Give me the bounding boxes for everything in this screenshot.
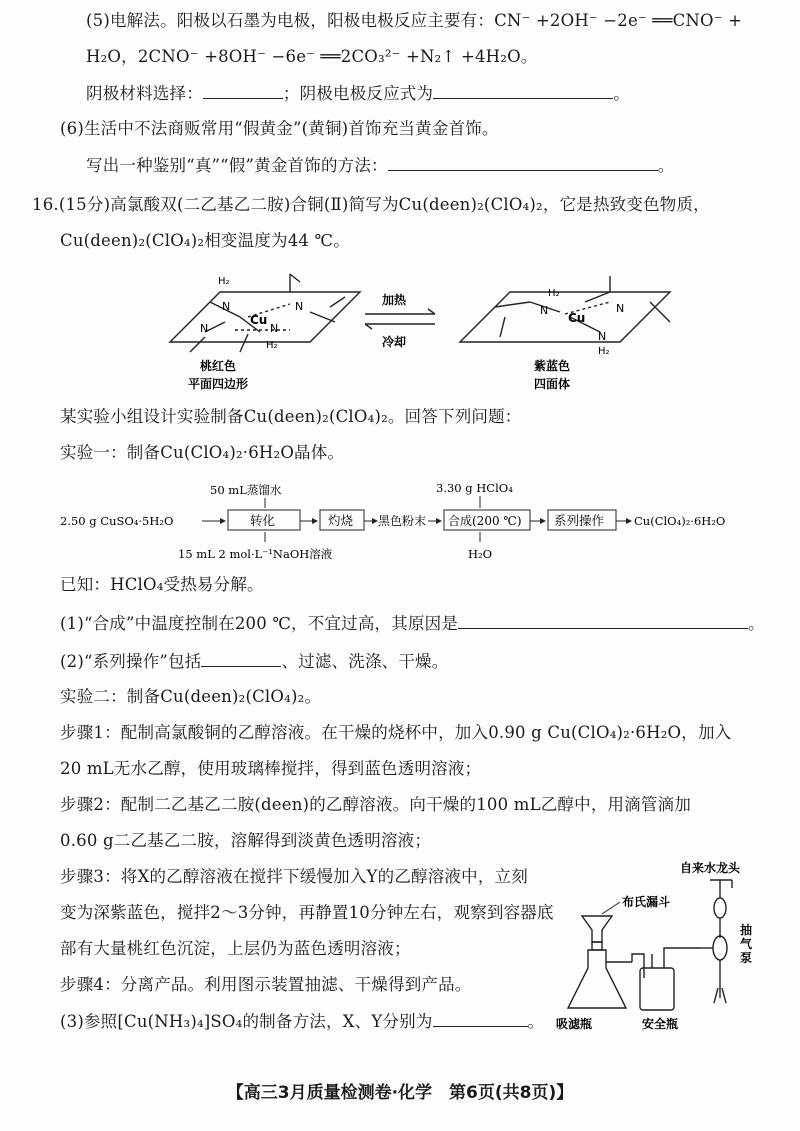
flow-step-synth-label: 合成(200 ℃) <box>448 514 522 528</box>
flow-step-burn-label: 灼烧 <box>328 513 354 528</box>
right-h2-label: H₂ <box>548 288 560 299</box>
flow-step-series-label: 系列操作 <box>554 513 605 528</box>
structure-figure <box>130 262 690 406</box>
q1-answer-blank[interactable] <box>458 612 748 629</box>
q1-line <box>60 612 765 635</box>
q1-period: 。 <box>748 614 765 633</box>
flow-step-convert-label: 转化 <box>250 513 276 528</box>
q16-line1: 16.(15分)高氯酸双(二乙基乙二胺)合铜(Ⅱ)简写为Cu(deen)₂(ClO₄)₂，它是热致变色物质， <box>32 195 710 214</box>
q6-method-blank[interactable] <box>388 154 658 171</box>
flow-end: Cu(ClO₄)₂·6H₂O <box>634 514 726 528</box>
q5-line1: (5)电解法。阳极以石墨为电极，阳极电极反应主要有：CN⁻ +2OH⁻ −2e⁻ ══CNO⁻ + <box>86 11 743 30</box>
flow-arrowhead-6 <box>626 518 632 524</box>
left-h2-bottom: H₂ <box>266 340 278 351</box>
tetrahedral-complex <box>460 276 670 342</box>
exp1-title: 实验一：制备Cu(ClO₄)₂·6H₂O晶体。 <box>60 443 345 462</box>
step2-line1: 步骤2：配制二乙基乙二胺(deen)的乙醇溶液。向干燥的100 mL乙醇中，用滴管滴加 <box>60 795 692 814</box>
q16-line2: Cu(deen)₂(ClO₄)₂相变温度为44 ℃。 <box>60 231 350 250</box>
pump-label-char: 泵 <box>740 951 753 965</box>
flow-start: 2.50 g CuSO₄·5H₂O <box>60 514 174 528</box>
q2-answer-blank[interactable] <box>201 650 281 667</box>
q6-period: 。 <box>657 156 675 175</box>
q5-cathode-material-label: 阴极材料选择： <box>86 84 203 103</box>
pump-label-char: 抽 <box>740 923 753 937</box>
right-cu-label: Cu <box>568 311 586 325</box>
q6-line1: (6)生活中不法商贩常用“假黄金”(黄铜)首饰充当黄金首饰。 <box>60 119 499 138</box>
q3-line <box>60 1010 544 1033</box>
step4-line: 步骤4：分离产品。利用图示装置抽滤、干燥得到产品。 <box>60 975 472 994</box>
funnel-and-flask <box>568 916 632 1008</box>
flow-svg <box>60 478 760 568</box>
step2-line2: 0.60 g二乙基乙二胺，溶解得到淡黄色透明溶液； <box>60 831 432 850</box>
right-color-label: 紫蓝色 <box>534 359 571 373</box>
flow-hclo4: 3.30 g HClO₄ <box>436 481 513 495</box>
flow-naoh: 15 mL 2 mol·L⁻¹NaOH溶液 <box>178 547 333 561</box>
q3-answer-blank[interactable] <box>433 1010 528 1027</box>
pump-label-char: 气 <box>740 937 753 951</box>
exp1-flow-diagram <box>60 478 760 568</box>
q6-method-label: 写出一种鉴别“真”“假”黄金首饰的方法： <box>86 156 388 175</box>
q5-cathode-reaction-blank[interactable] <box>433 82 613 99</box>
q5-period: 。 <box>613 84 630 103</box>
left-cu-label: Cu <box>250 313 268 327</box>
reverse-arrowhead <box>365 324 372 329</box>
funnel-label: 布氏漏斗 <box>622 895 671 909</box>
q5-cathode-material-blank[interactable] <box>203 82 283 99</box>
exp-intro: 某实验小组设计实验制备Cu(deen)₂(ClO₄)₂。回答下列问题： <box>60 407 522 426</box>
q1-text: (1)“合成”中温度控制在200 ℃，不宜过高，其原因是 <box>60 614 459 633</box>
forward-arrowhead <box>428 309 435 314</box>
right-n-far: N <box>616 302 625 315</box>
q5-line3 <box>86 82 630 105</box>
flow-arrowhead-5 <box>540 518 546 524</box>
aspirator-pump <box>700 880 732 1003</box>
q2-text: (2)“系列操作”包括 <box>60 652 202 671</box>
tap-label: 自来水龙头 <box>680 861 741 875</box>
left-color-label: 桃红色 <box>200 359 237 373</box>
safety-bottle <box>632 948 700 1010</box>
q2-line <box>60 650 448 673</box>
flow-h2o: H₂O <box>468 547 493 561</box>
q2-tail: 、过滤、洗涤、干燥。 <box>281 652 449 671</box>
step1-line2: 20 mL无水乙醇，使用玻璃棒搅拌，得到蓝色透明溶液； <box>60 759 482 778</box>
left-n-left: N <box>200 322 209 335</box>
structure-svg <box>130 262 690 402</box>
exp1-known: 已知：HClO₄受热易分解。 <box>60 575 264 594</box>
step3-line1: 步骤3：将X的乙醇溶液在搅拌下缓慢加入Y的乙醇溶液中，立刻 <box>60 867 528 886</box>
q5-cathode-reaction-label: ；阴极电极反应式为 <box>282 84 434 103</box>
flow-mid: 黑色粉末 <box>378 514 427 528</box>
flow-water: 50 mL蒸馏水 <box>210 483 282 497</box>
flow-arrowhead-1 <box>220 518 226 524</box>
q5-line2: H₂O，2CNO⁻ +8OH⁻ −6e⁻ ══2CO₃²⁻ +N₂↑ +4H₂O。 <box>86 47 538 66</box>
flow-arrowhead-4 <box>436 518 442 524</box>
step3-line2: 变为深紫蓝色，搅拌2～3分钟，再静置10分钟左右，观察到容器底 <box>60 903 554 922</box>
cool-label: 冷却 <box>382 335 407 349</box>
right-shape-label: 四面体 <box>534 377 571 391</box>
left-n-top: N <box>222 300 231 313</box>
right-n-bottom: N <box>598 330 607 343</box>
step3-line3: 部有大量桃红色沉淀，上层仍为蓝色透明溶液； <box>60 939 411 958</box>
q3-text: (3)参照[Cu(NH₃)₄]SO₄的制备方法，X、Y分别为 <box>60 1012 433 1031</box>
page-footer: 【高三3月质量检测卷·化学 第6页(共8页)】 <box>226 1083 574 1103</box>
left-n-right: N <box>270 322 279 335</box>
funnel-leader <box>602 902 620 914</box>
right-h2-bottom: H₂ <box>598 346 610 357</box>
heat-label: 加热 <box>382 293 407 307</box>
pump-label-vertical <box>740 922 753 965</box>
left-h2-label: H₂ <box>218 276 230 287</box>
apparatus-svg <box>556 858 785 1033</box>
q6-line2 <box>86 154 674 177</box>
q3-period: 。 <box>527 1012 545 1031</box>
flow-arrowhead-2 <box>312 518 318 524</box>
right-n-top: N <box>540 304 549 317</box>
filtration-apparatus <box>556 858 785 1037</box>
left-n-far: N <box>295 300 304 313</box>
exp2-title: 实验二：制备Cu(deen)₂(ClO₄)₂。 <box>60 687 322 706</box>
safety-label: 安全瓶 <box>642 1017 679 1031</box>
left-shape-label: 平面四边形 <box>188 377 249 391</box>
flask-label: 吸滤瓶 <box>556 1017 593 1031</box>
step1-line1: 步骤1：配制高氯酸铜的乙醇溶液。在干燥的烧杯中，加入0.90 g Cu(ClO₄)₂·6H₂O，加入 <box>60 723 732 742</box>
